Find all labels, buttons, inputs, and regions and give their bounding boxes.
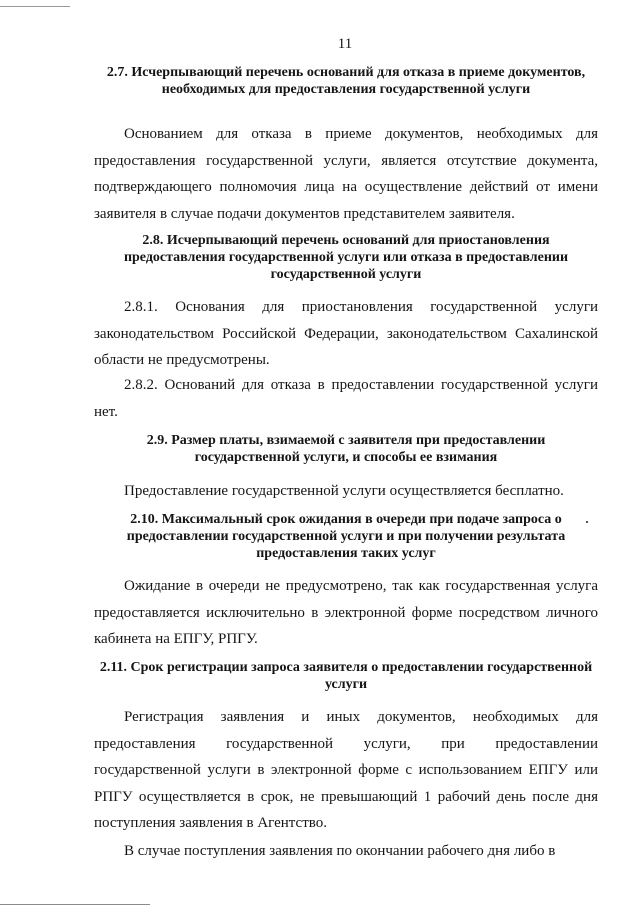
section-2-11-paragraph-2: В случае поступления заявления по окончании рабочего дня либо в: [124, 843, 556, 859]
section-2-10-paragraph: Ожидание в очереди не предусмотрено, так как государственная услуга предоставляется исключительно в электронной форме посредством личного кабинета на ЕПГУ, РПГУ.: [94, 578, 598, 647]
page-number: 11: [337, 36, 353, 52]
section-2-11-heading: 2.11. Срок регистрации запроса заявителя о предоставлении государственной услуги: [99, 660, 593, 692]
section-2-9-paragraph: Предоставление государственной услуги осуществляется бесплатно.: [124, 483, 564, 499]
section-2-7-heading: 2.7. Исчерпывающий перечень оснований для отказа в приеме документов, необходимых для предоставления государственной услуги: [106, 65, 586, 97]
section-2-9-heading: 2.9. Размер платы, взимаемой с заявителя при предоставлении государственной услуги, и способы ее взимания: [146, 433, 546, 465]
scan-edge-line-bottom: [0, 904, 150, 905]
section-2-7-paragraph: Основанием для отказа в приеме документов, необходимых для предоставления государственной услуги, является отсутствие документа, подтверждающего полномочия лица на осуществление действий от имени заявителя в случае подачи документов представителем заявителя.: [94, 126, 598, 222]
section-2-11-paragraph-1: Регистрация заявления и иных документов, необходимых для предоставления государственной услуги, при предоставлении государственной услуги в электронной форме с использованием ЕПГУ или РПГУ осуществляется в срок, не превышающий 1 рабочий день после дня поступления заявления в Агентство.: [94, 709, 598, 831]
section-2-10-heading: 2.10. Максимальный срок ожидания в очереди при подаче запроса о предоставлении государственной услуги и при получении результата предоставления таких услуг: [126, 512, 566, 561]
section-2-8-heading: 2.8. Исчерпывающий перечень оснований для приостановления предоставления государственной услуги или отказа в предоставлении государственной услуги: [123, 233, 569, 282]
section-2-8-1-paragraph: 2.8.1. Основания для приостановления государственной услуги законодательством Российской Федерации, законодательством Сахалинской области не предусмотрены.: [94, 299, 598, 368]
scan-speck: [586, 521, 588, 523]
section-2-8-2-paragraph: 2.8.2. Оснований для отказа в предоставлении государственной услуги нет.: [94, 377, 598, 420]
scan-edge-line-top: [0, 6, 70, 7]
